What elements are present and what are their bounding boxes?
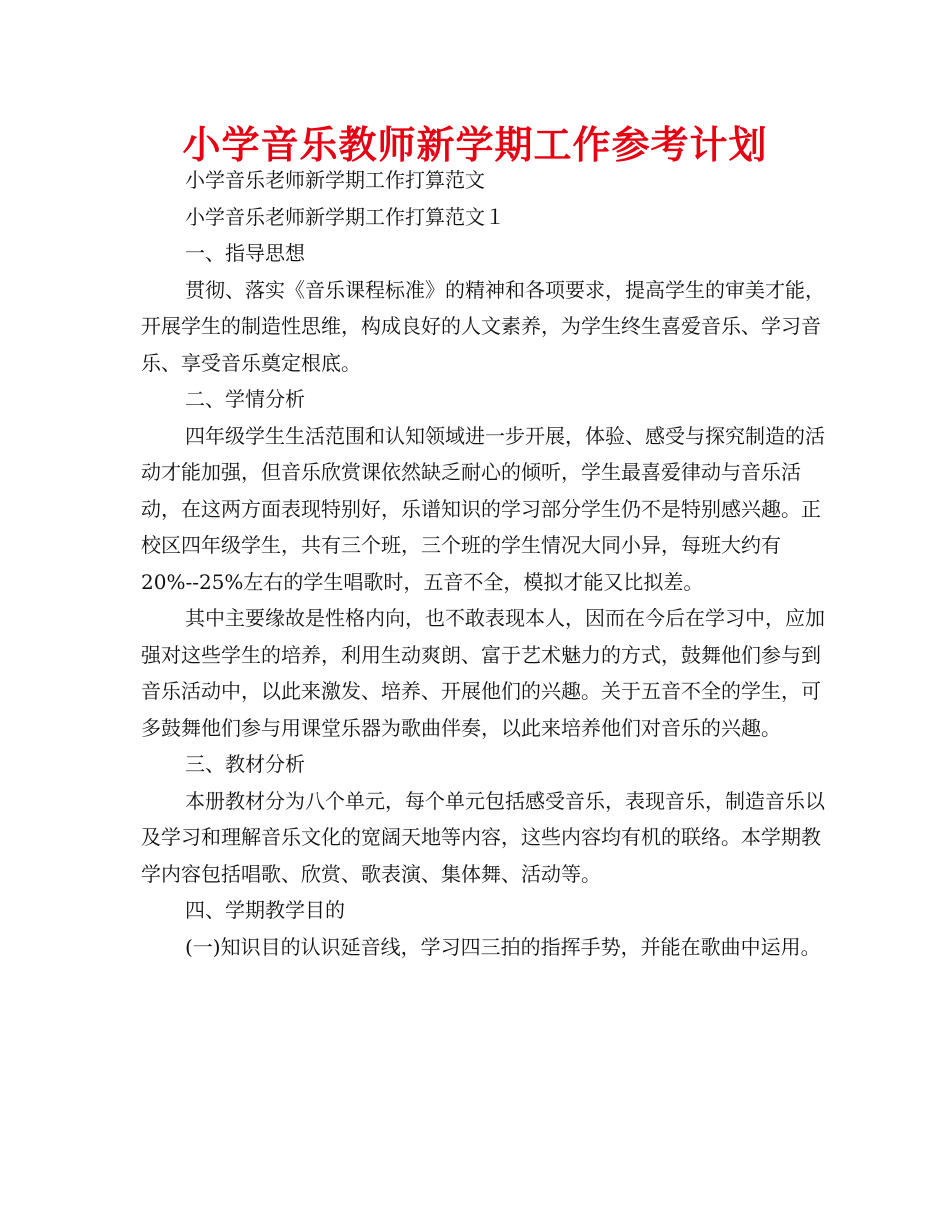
- section-heading-teaching-goals: 四、学期教学目的: [185, 898, 345, 922]
- paragraph-student-analysis: 四年级学生生活范围和认知领域进一步开展，体验、感受与探究制造的活动才能加强，但音乐欣赏课依然缺乏耐心的倾听，学生最喜爱律动与音乐活动，在这两方面表现特别好，乐谱知识的学习部分学生仍不是特别感兴趣。正校区四年级学生，共有三个班，三个班的学生情况大同小异，每班大约有20%--25%左右的学生唱歌时，五音不全，模拟才能又比拟差。: [141, 423, 825, 594]
- paragraph-student-analysis-2: 其中主要缘故是性格内向，也不敢表现本人，因而在今后在学习中，应加强对这些学生的培养，利用生动爽朗、富于艺术魅力的方式，鼓舞他们参与到音乐活动中，以此来激发、培养、开展他们的兴趣。关于五音不全的学生，可多鼓舞他们参与用课堂乐器为歌曲伴奏，以此来培养他们对音乐的兴趣。: [141, 606, 825, 740]
- section-heading-student-analysis: 二、学情分析: [185, 387, 305, 411]
- document-body: [141, 162, 831, 965]
- subtitle-line-1: 小学音乐老师新学期工作打算范文１: [185, 204, 505, 229]
- paragraph-guiding-thought: 贯彻、落实《音乐课程标准》的精神和各项要求，提高学生的审美才能，开展学生的制造性思维，构成良好的人文素养，为学生终生喜爱音乐、学习音乐、享受音乐奠定根底。: [141, 277, 825, 375]
- paragraph-knowledge-goals: (一)知识目的认识延音线，学习四三拍的指挥手势，并能在歌曲中运用。: [185, 934, 821, 959]
- section-heading-guiding-thought: 一、指导思想: [185, 241, 305, 265]
- document-title: 小学音乐教师新学期工作参考计划: [182, 123, 768, 167]
- section-heading-textbook-analysis: 三、教材分析: [185, 752, 305, 776]
- paragraph-textbook-analysis: 本册教材分为八个单元，每个单元包括感受音乐，表现音乐，制造音乐以及学习和理解音乐文化的宽阔天地等内容，这些内容均有机的联络。本学期教学内容包括唱歌、欣赏、歌表演、集体舞、活动等。: [141, 788, 825, 886]
- subtitle-line: 小学音乐老师新学期工作打算范文: [185, 168, 485, 192]
